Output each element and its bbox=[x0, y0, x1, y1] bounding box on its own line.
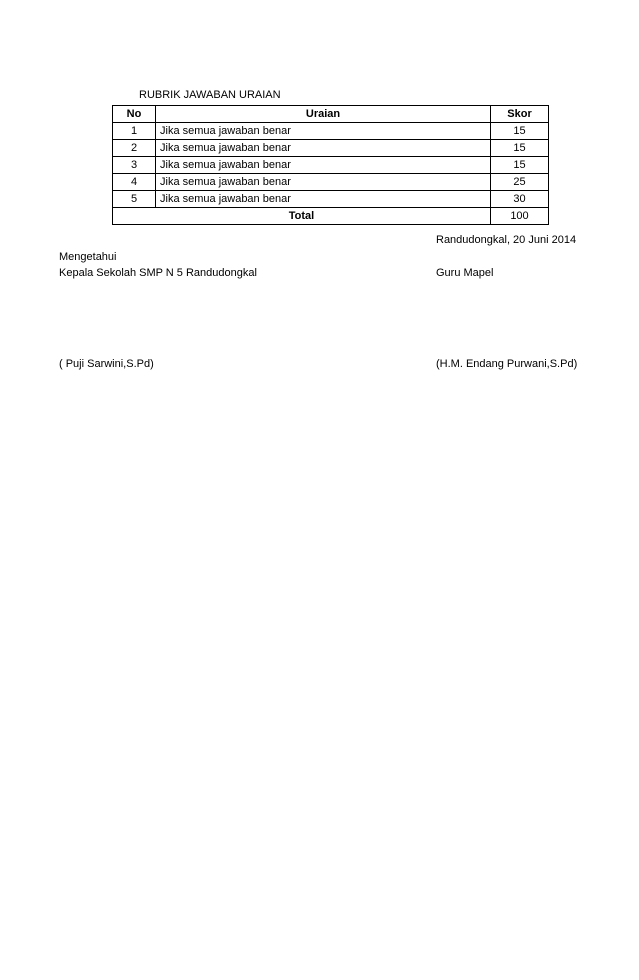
table-row bbox=[113, 140, 549, 157]
row-number: 5 bbox=[113, 191, 156, 208]
table-row bbox=[113, 191, 549, 208]
rubric-title: RUBRIK JAWABAN URAIAN bbox=[139, 89, 281, 101]
principal-name: ( Puji Sarwini,S.Pd) bbox=[59, 358, 154, 370]
table-row bbox=[113, 157, 549, 174]
row-number: 1 bbox=[113, 123, 156, 140]
table-row bbox=[113, 123, 549, 140]
principal-title: Kepala Sekolah SMP N 5 Randudongkal bbox=[59, 267, 257, 279]
table-row bbox=[113, 174, 549, 191]
total-label: Total bbox=[113, 208, 491, 225]
column-header-no: No bbox=[113, 106, 156, 123]
column-header-description: Uraian bbox=[156, 106, 491, 123]
row-score: 15 bbox=[491, 123, 549, 140]
teacher-title: Guru Mapel bbox=[436, 267, 494, 279]
row-description: Jika semua jawaban benar bbox=[156, 191, 491, 208]
table-header-row bbox=[113, 106, 549, 123]
row-score: 25 bbox=[491, 174, 549, 191]
row-number: 3 bbox=[113, 157, 156, 174]
acknowledge-label: Mengetahui bbox=[59, 251, 117, 263]
date-line: Randudongkal, 20 Juni 2014 bbox=[436, 234, 577, 246]
row-score: 30 bbox=[491, 191, 549, 208]
row-score: 15 bbox=[491, 140, 549, 157]
teacher-name: (H.M. Endang Purwani,S.Pd) bbox=[436, 358, 578, 370]
column-header-score: Skor bbox=[491, 106, 549, 123]
row-description: Jika semua jawaban benar bbox=[156, 140, 491, 157]
row-number: 4 bbox=[113, 174, 156, 191]
row-description: Jika semua jawaban benar bbox=[156, 123, 491, 140]
total-score: 100 bbox=[491, 208, 549, 225]
row-description: Jika semua jawaban benar bbox=[156, 174, 491, 191]
total-row bbox=[113, 208, 549, 225]
rubric-table bbox=[112, 105, 549, 225]
row-description: Jika semua jawaban benar bbox=[156, 157, 491, 174]
row-score: 15 bbox=[491, 157, 549, 174]
row-number: 2 bbox=[113, 140, 156, 157]
